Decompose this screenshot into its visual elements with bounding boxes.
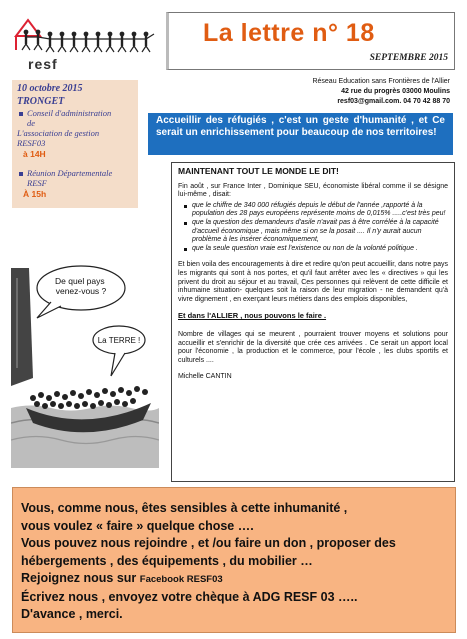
refugee-boat-cartoon (11, 258, 159, 468)
appeal-line-1: Vous, comme nous, êtes sensibles à cette inhumanité , (21, 501, 348, 515)
appeal-line-5: Écrivez nous , envoyez votre chèque à ADG RESF 03 ….. (21, 589, 358, 604)
call-to-action-box (12, 487, 456, 633)
article-paragraph-3: Nombre de villages qui se meurent , pourraient trouver moyens et solutions pour accueillir et s'enrichir de la diversité que crée ces arrivées . Ce serait un apport local pour l'économie , la production et le commerce, pour l'école , les clubs sportifs et culturels .... (178, 330, 448, 364)
headline-banner: Accueillir des réfugiés , c'est un geste d'humanité , et Ce serait un enrichissement pour beaucoup de nos territoires! (148, 113, 453, 155)
article-bullet: que la seule question vraie est l'existence ou non de la volonté politique . (182, 245, 448, 254)
article-bullets (182, 202, 448, 254)
article-subheading: Et dans l'ALLIER , nous pouvons le faire . (178, 311, 327, 321)
boat-illustration-icon (11, 258, 159, 468)
newsletter-date: SEPTEMBRE 2015 (369, 53, 448, 63)
resf-logo (12, 14, 162, 72)
facebook-link[interactable]: Facebook RESF03 (139, 574, 223, 585)
events-sidebar (12, 80, 138, 208)
event-item-2: Réunion Départementale RESF (17, 168, 133, 188)
event-date: 10 octobre 2015 (17, 83, 83, 94)
newsletter-title: La lettre n° 18 (203, 19, 375, 47)
event-place: TRONGET (17, 96, 65, 107)
article-signature: Michelle CANTIN (178, 373, 232, 381)
appeal-line-3: Vous pouvez nous rejoindre , et /ou faire un don , proposer des hébergements , des équipements , du mobilier … (21, 536, 396, 568)
bubble-question-line2: venez-vous ? (55, 286, 107, 296)
bubble-question (55, 276, 107, 296)
bubble-answer: La TERRE ! (97, 336, 141, 345)
article-heading: MAINTENANT TOUT LE MONDE LE DIT! (178, 166, 339, 176)
appeal-line-6: D'avance , merci. (21, 607, 123, 621)
bubble-question-line1: De quel pays (55, 276, 105, 286)
appeal-line-4: Rejoignez nous sur Facebook RESF03 (21, 571, 223, 585)
newsletter-title-box (166, 12, 455, 70)
main-article (171, 162, 455, 482)
appeal-line-2: vous voulez « faire » quelque chose …. (21, 518, 254, 533)
article-intro: Fin août , sur France Inter , Dominique SEU, économiste libéral comme il se désigne lui-même , disait: (178, 182, 448, 199)
event-time-2: À 15h (23, 189, 47, 199)
event-time-1: à 14H (23, 149, 46, 159)
bullet-icon (19, 112, 23, 116)
bullet-icon (19, 172, 23, 176)
article-paragraph-2: Et bien voila des encouragements à dire et redire qu'on peut accueillir, dans notre pays les migrants qui sont à nos portes, et qu'il faut arrêter avec les « directives » qui les privent du droit au séjour et au travail, Ces personnes qui relèvent de cette difficile et inhumaine situation- quelques soit la raison de leur migration - ne demandent qu'à vivre dignement , en exerçant leurs métiers dans des emplois disponibles, (178, 261, 448, 303)
contact-address: Réseau Education sans Frontières de l'Allier 42 rue du progrès 03000 Moulins resf03@gmail.com. 04 70 42 88 70 (312, 78, 450, 105)
event-item-1: Conseil d'administration de L'association de gestion RESF03 (17, 108, 112, 148)
article-bullet: que le chiffre de 340 000 réfugiés depuis le début de l'année ,rapporté à la population des 28 pays européens représente moins de 0,015% .....c'est très peu! (182, 202, 448, 219)
logo-text: resf (28, 56, 58, 72)
article-bullet: que la question des demandeurs d'asile n'avait pas à être corrélée à la capacité d'accueil économique , mais même si on se la posait .... Il n'y aurait aucun problème à les insérer économiquement, (182, 219, 448, 245)
